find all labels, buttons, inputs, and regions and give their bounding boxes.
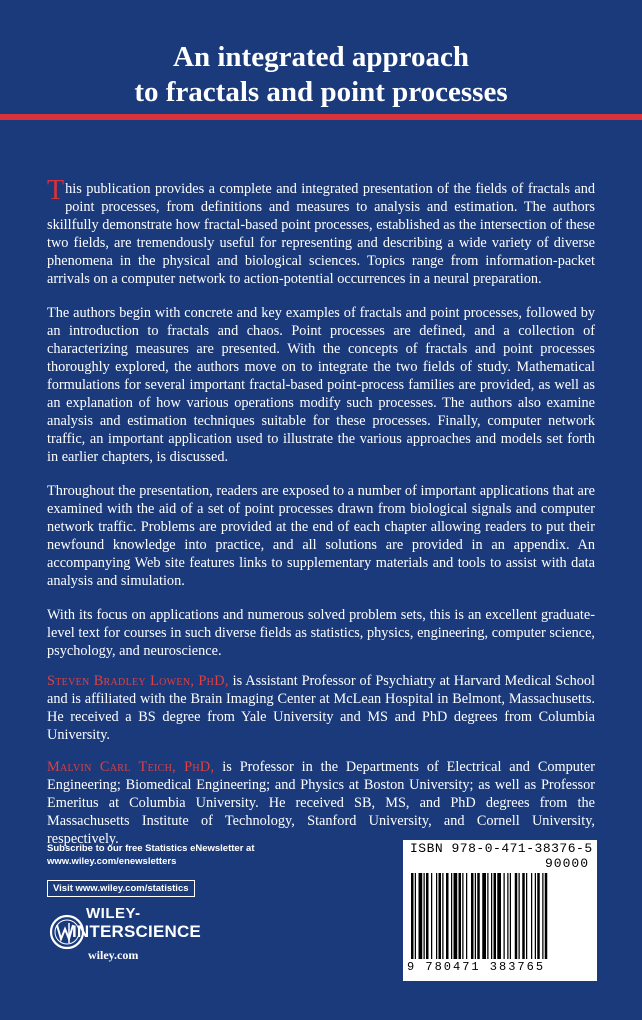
barcode-bar — [510, 873, 511, 959]
barcode-bar — [411, 873, 414, 959]
barcode-bar — [522, 873, 525, 959]
barcode-digits: 9 780471 383765 — [407, 960, 546, 974]
barcode-bar — [497, 873, 501, 959]
barcode-bar — [535, 873, 536, 959]
barcode-bar — [436, 873, 437, 959]
red-divider — [0, 114, 642, 120]
visit-website-box: Visit www.wiley.com/statistics — [47, 880, 195, 897]
isbn-barcode-panel — [403, 840, 597, 981]
barcode-bar — [462, 873, 463, 959]
barcode-bar — [487, 873, 488, 959]
barcode-bar — [475, 873, 476, 959]
description-paragraph-2: The authors begin with concrete and key examples of fractals and point processes, followed by an introduction to fractals and chaos. Point processes are defined, and a collection of characterizing measures are presented. With the concepts of fractals and point processes thoroughly explored, the authors move on to integrate the two fields of study. Mathematical formulations for several important fractal-based point-process families are provided, as well as an explanation of how various operations modify such processes. The authors also examine analysis and estimation techniques suitable for these processes. Finally, computer network traffic, an important application used to illustrate the various approaches and models set forth in earlier chapters, is discussed. — [47, 305, 595, 465]
author-bio-text-1: is Assistant Professor of Psychiatry at Harvard Medical School and is affiliated with the Brain Imaging Center at McLean Hospital in Belmont, Massachusetts. He received a BS degree from Yale University and MS and PhD degrees from Columbia University. — [47, 673, 596, 743]
barcode-bar — [542, 873, 543, 959]
description-paragraph-3: Throughout the presentation, readers are exposed to a number of important applications that are examined with the aid of a set of point processes drawn from biological signals and computer network traffic. Problems are provided at the end of each chapter allowing readers to put their newfound knowledge into practice, and all solutions are provided in an appendix. An accompanying Web site features links to supplementary materials and tools to assist with data analysis and simulation. — [47, 483, 595, 589]
barcode-bar — [494, 873, 497, 959]
barcode-bar — [507, 873, 508, 959]
dropcap-letter: T — [47, 175, 65, 206]
barcode-bar — [419, 873, 423, 959]
barcode-bar — [454, 873, 458, 959]
barcode-bar — [466, 873, 467, 959]
newsletter-info — [47, 842, 287, 868]
author-name-1: Steven Bradley Lowen, PhD, — [47, 673, 229, 689]
publisher-url: wiley.com — [88, 948, 139, 962]
title-line-2: to fractals and point processes — [134, 76, 508, 108]
author-bio-text-2: is Professor in the Departments of Electrical and Computer Engineering; Biomedical Engineering; and Physics at Boston University; as well as Professor Emeritus at Columbia University. He received SB, MS, and PhD degrees from the Massachusetts Institute of Technology, Stanford University, and Cornell University, respectively. — [47, 759, 595, 847]
barcode-bar — [439, 873, 442, 959]
barcode-bar — [545, 873, 548, 959]
barcode-bar — [471, 873, 474, 959]
price-code: 90000 — [544, 856, 589, 871]
barcode-bar — [491, 873, 492, 959]
barcode-bar — [415, 873, 416, 959]
barcode-bar — [451, 873, 452, 959]
description-paragraph-1 — [47, 175, 595, 288]
description-body — [47, 175, 596, 862]
barcode-bar — [446, 873, 449, 959]
paragraph-1-text: his publication provides a complete and integrated presentation of the fields of fractals and point processes, from definitions and measures to analysis and estimation. The authors skillfully demonstrate how fractal-based point processes, established as the intersection of these two fields, are tremendously useful for representing and describing a wide variety of diverse phenomena in the physical and biological sciences. Topics range from information-packet arrivals on a computer network to action-potential occurrences in a neural preparation. — [47, 181, 595, 287]
barcode-bar — [504, 873, 505, 959]
barcode-bar — [477, 873, 480, 959]
barcode-bar — [537, 873, 540, 959]
barcode-bar — [431, 873, 432, 959]
author-bio-2 — [47, 758, 595, 848]
title-line-1: An integrated approach — [173, 41, 469, 73]
isbn-text: ISBN 978-0-471-38376-5 — [410, 841, 593, 856]
barcode-bar — [442, 873, 443, 959]
barcode-bar — [531, 873, 532, 959]
description-paragraph-4: With its focus on applications and numerous solved problem sets, this is an excellent graduate-level text for courses in such diverse fields as statistics, physics, engineering, computer science, psychology, and neuroscience. — [47, 607, 595, 659]
barcode-bar — [482, 873, 486, 959]
subscribe-text: Subscribe to our free Statistics eNewsletter at — [47, 843, 255, 854]
author-bio-1 — [47, 672, 595, 744]
barcode-bar — [426, 873, 429, 959]
author-bios — [47, 672, 595, 848]
author-name-2: Malvin Carl Teich, PhD, — [47, 759, 215, 775]
barcode-bar — [515, 873, 518, 959]
barcode-bar — [526, 873, 527, 959]
barcode-bar — [519, 873, 520, 959]
barcode-bar — [459, 873, 462, 959]
cover-headline — [0, 40, 642, 110]
barcode-bar — [424, 873, 425, 959]
publisher-name-1: WILEY- — [86, 905, 141, 922]
newsletter-url: www.wiley.com/enewsletters — [47, 856, 177, 867]
barcode-icon — [409, 873, 591, 961]
publisher-name-2: INTERSCIENCE — [72, 922, 201, 941]
